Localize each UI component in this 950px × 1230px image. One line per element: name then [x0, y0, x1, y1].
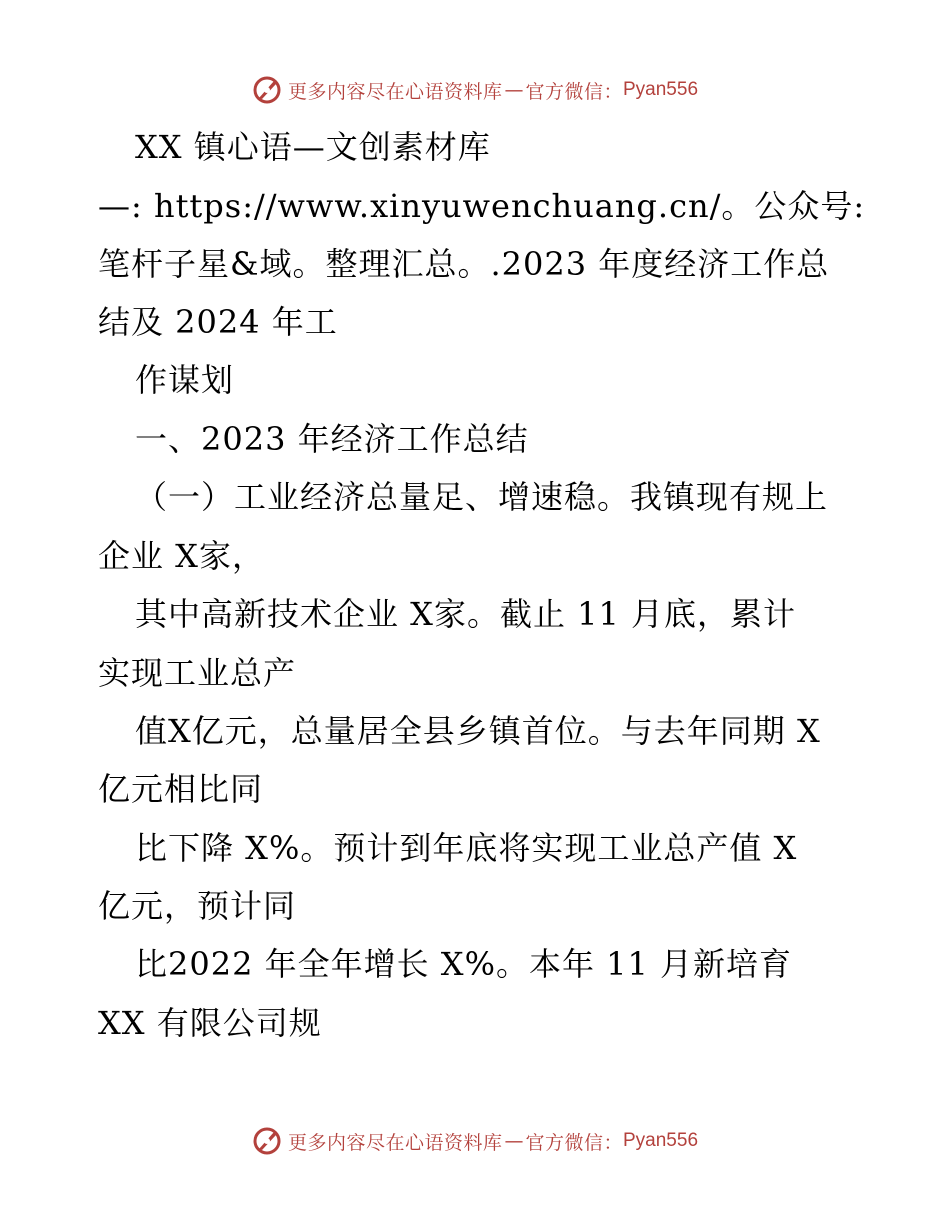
quill-logo-icon	[252, 1126, 282, 1156]
footer-watermark	[0, 1121, 950, 1161]
doc-line-9: 其中高新技术企业 X家。截止 11 月底，累计	[135, 595, 797, 633]
doc-line-8: 企业 X家，	[98, 537, 265, 575]
doc-line-10: 实现工业总产	[98, 654, 297, 692]
watermark-dash: —	[504, 79, 524, 101]
header-watermark	[0, 70, 950, 110]
doc-line-6: 一、2023 年经济工作总结	[135, 420, 529, 458]
doc-line-16: XX 有限公司规	[98, 1004, 322, 1042]
watermark-dash: —	[504, 1130, 524, 1152]
watermark-wechat-label: 官方微信：	[525, 80, 623, 103]
watermark-wechat-id: Pyan556	[623, 79, 699, 100]
watermark-wechat-id: Pyan556	[623, 1130, 699, 1151]
watermark-text: 更多内容尽在心语资料库	[287, 80, 503, 103]
doc-line-15: 比2022 年全年增长 X%。本年 11 月新培育	[135, 945, 793, 983]
doc-line-5: 作谋划	[135, 361, 235, 399]
doc-line-1: XX 镇心语—文创素材库	[135, 128, 491, 166]
doc-line-7: （一）工业经济总量足、增速稳。我镇现有规上	[135, 478, 829, 516]
doc-line-14: 亿元，预计同	[98, 887, 297, 925]
doc-line-3: 笔杆子星&域。整理汇总。.2023 年度经济工作总	[98, 245, 830, 283]
doc-line-11: 值X亿元，总量居全县乡镇首位。与去年同期 X	[135, 712, 821, 750]
doc-line-12: 亿元相比同	[98, 770, 264, 808]
quill-logo-icon	[252, 75, 282, 105]
watermark-text: 更多内容尽在心语资料库	[287, 1131, 503, 1154]
doc-line-13: 比下降 X%。预计到年底将实现工业总产值 X	[135, 829, 798, 867]
watermark-wechat-label: 官方微信：	[525, 1131, 623, 1154]
doc-line-4: 结及 2024 年工	[98, 303, 338, 341]
doc-line-2: —: https://www.xinyuwenchuang.cn/。公众号:	[98, 187, 866, 225]
